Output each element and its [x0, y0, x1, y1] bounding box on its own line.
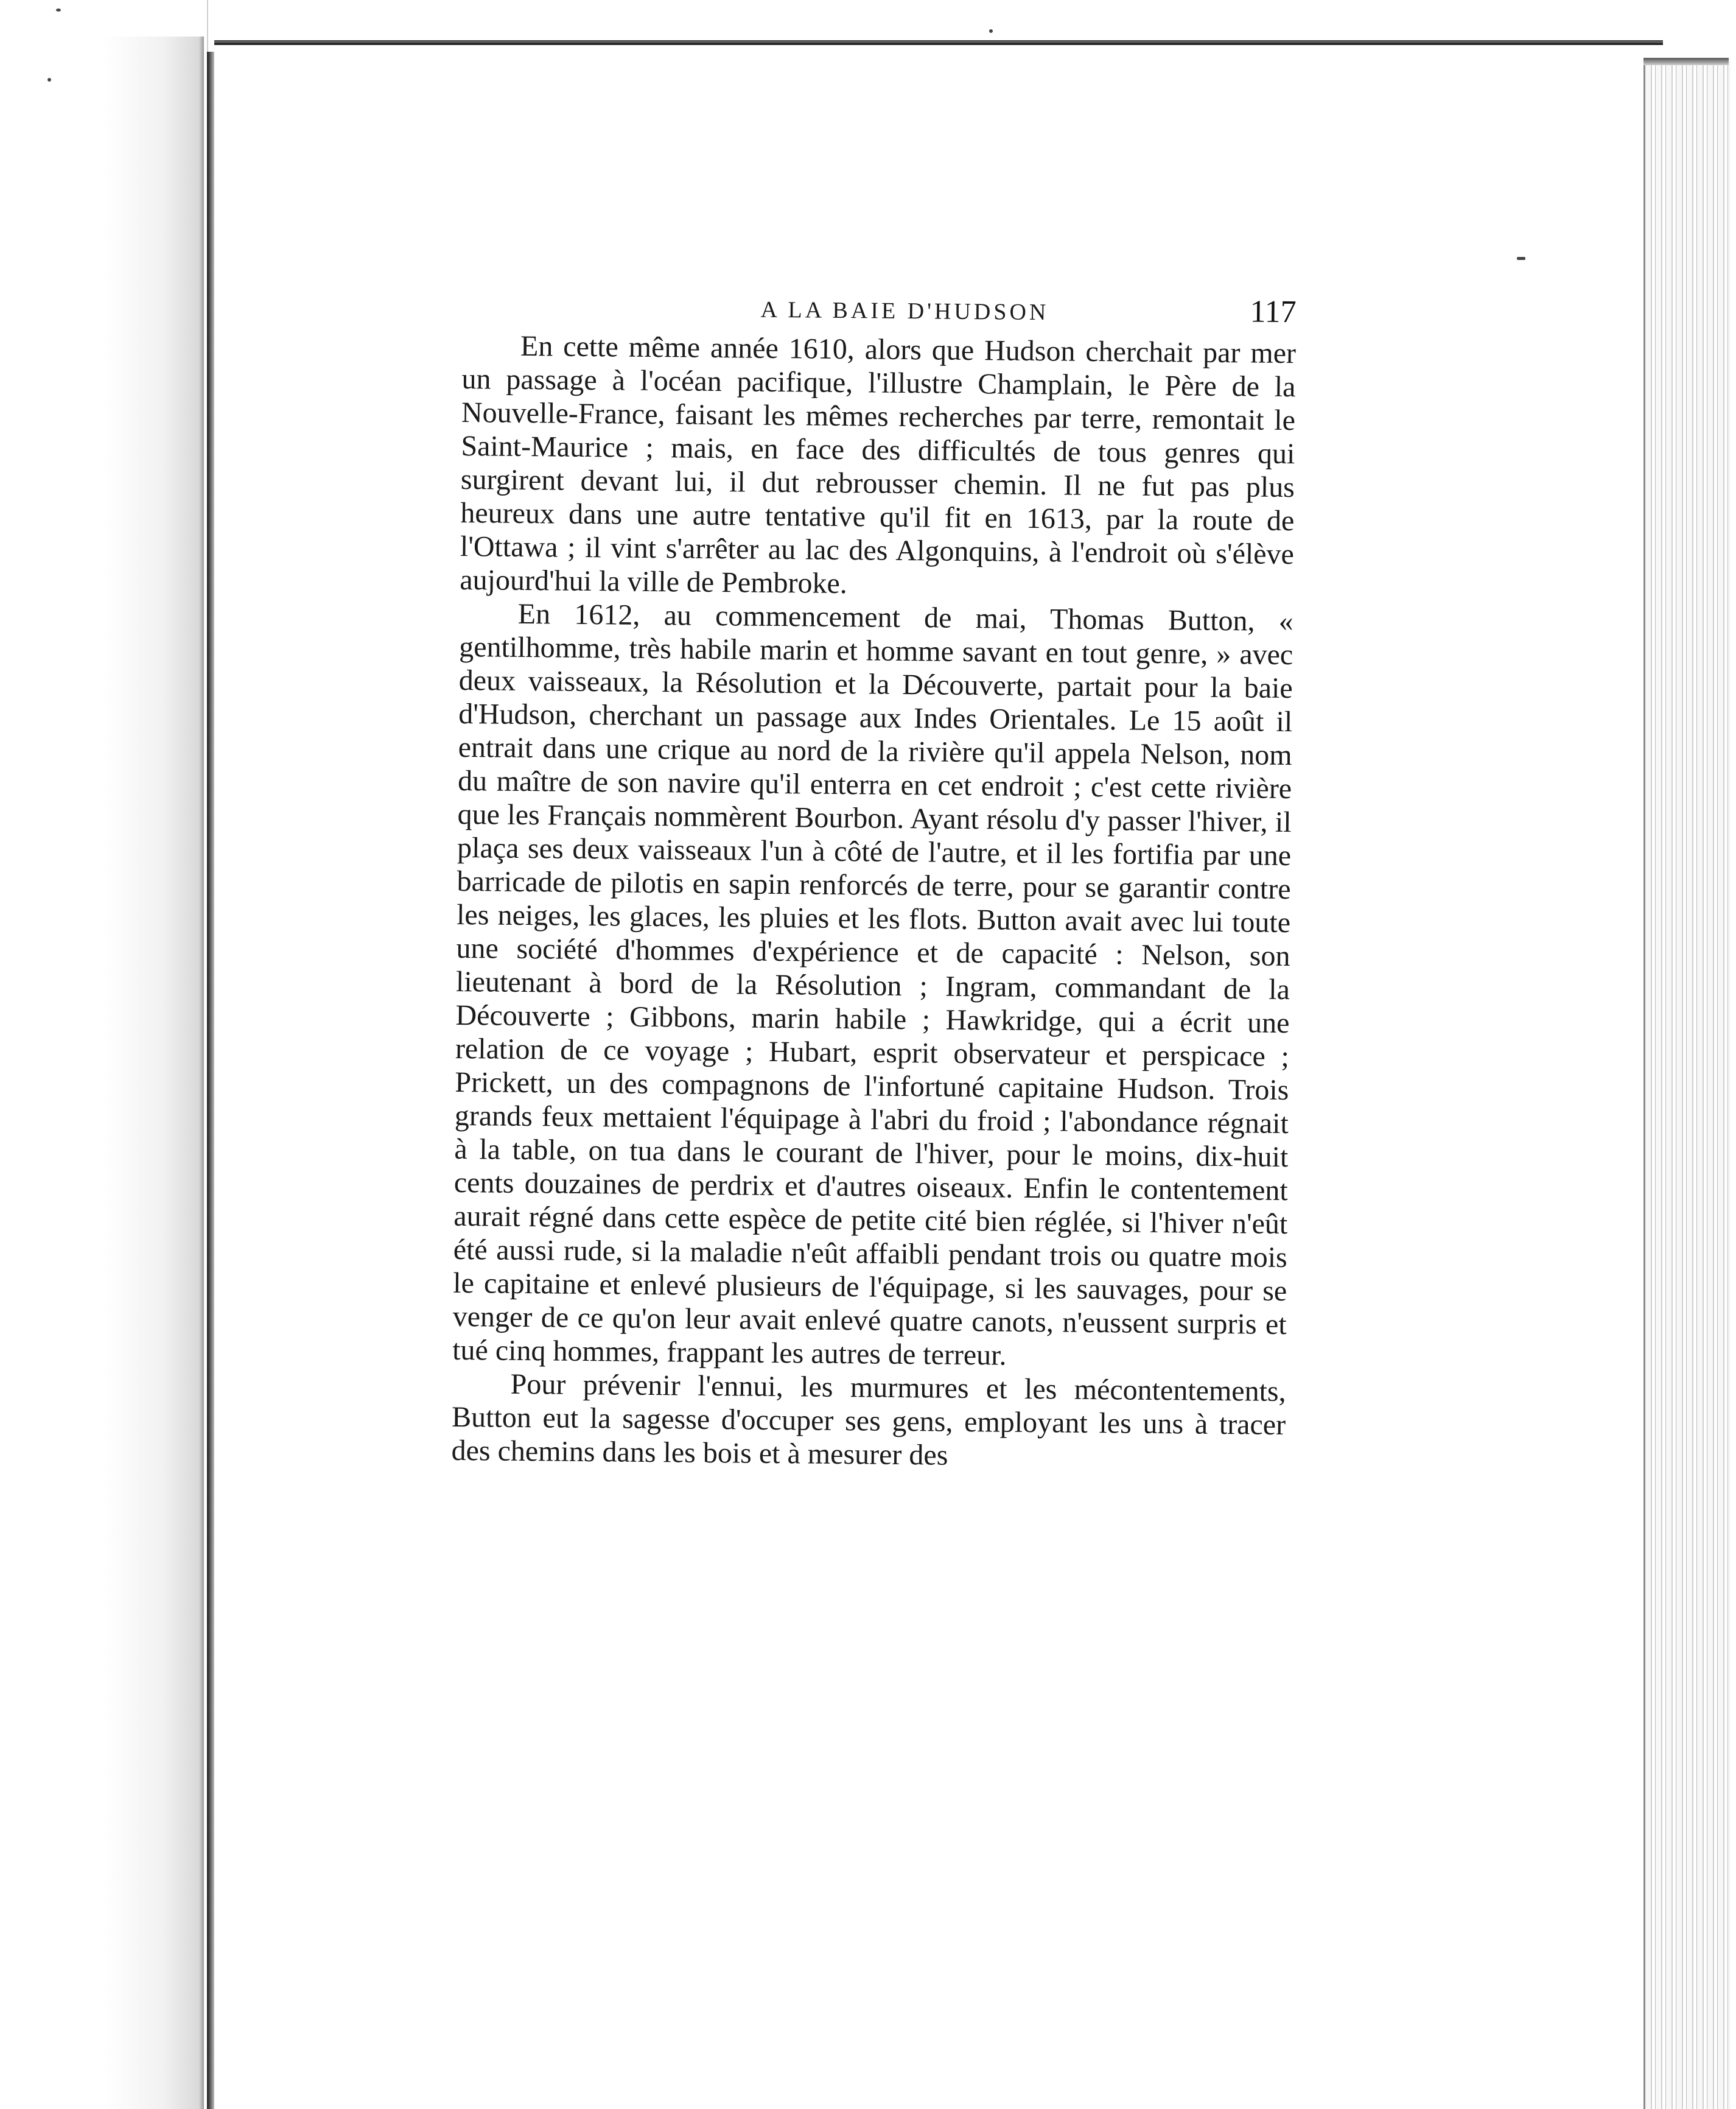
- running-title: A LA BAIE D'HUDSON: [760, 297, 1049, 326]
- paragraph: Pour prévenir l'ennui, les murmures et les mécontentements, Button eut la sagesse d'occuper ses gens, employant les uns à tracer des chemins dans les bois et à mesurer des: [451, 1367, 1286, 1472]
- page-number: 117: [1250, 294, 1297, 330]
- scan-speck: [989, 29, 993, 33]
- page-edges-top-shadow: [1643, 58, 1729, 65]
- paragraph: En 1612, au commencement de mai, Thomas Button, « gentilhomme, très habile marin et homme savant en tout genre, » avec deux vaisseaux, la Résolution et la Découverte, partait pour la baie d'Hudson, cherchant un passage aux Indes Orientales. Le 15 août il entrait dans une crique au nord de la rivière qu'il appela Nelson, nom du maître de son navire qu'il enterra en cet endroit ; c'est cette rivière que les Français nommèrent Bourbon. Ayant résolu d'y passer l'hiver, il plaça ses deux vaisseaux l'un à côté de l'autre, et il les fortifia par une barricade de pilotis en sapin renforcés de terre, pour se garantir contre les neiges, les glaces, les pluies et les flots. Button avait avec lui toute une société d'hommes d'expérience et de capacité : Nelson, son lieutenant à bord de la Résolution ; Ingram, commandant de la Découverte ; Gibbons, marin habile ; Hawkridge, qui a écrit une relation de ce voyage ; Hubart, esprit observateur et perspicace ; Prickett, un des compagnons de l'infortuné capitaine Hudson. Trois grands feux mettaient l'équipage à l'abri du froid ; l'abondance régnait à la table, on tua dans le courant de l'hiver, pour le moins, dix-huit cents douzaines de perdrix et d'autres oiseaux. Enfin le contentement aurait régné dans cette espèce de petite cité bien réglée, si l'hiver n'eût été aussi rude, si la maladie n'eût affaibli pendant trois ou quatre mois le capitaine et enlevé plusieurs de l'équipage, si les sauvages, pour se venger de ce qu'on leur avait enlevé quatre canots, n'eussent surpris et tué cinq hommes, frappant les autres de terreur.: [452, 597, 1294, 1372]
- stacked-page-edges: [1643, 58, 1731, 2109]
- spine-edge: [207, 52, 214, 2109]
- gutter-shadow: [103, 37, 204, 2109]
- text-block: [451, 286, 1297, 1475]
- scan-speck: [56, 9, 61, 12]
- paragraph: En cette même année 1610, alors que Hudson cherchait par mer un passage à l'océan pacifique, l'illustre Champlain, le Père de la Nouvelle-France, faisant les mêmes recherches par terre, remontait le Saint-Maurice ; mais, en face des difficultés de tous genres qui surgirent devant lui, il dut rebrousser chemin. Il ne fut pas plus heureux dans une autre tentative qu'il fit en 1613, par la route de l'Ottawa ; il vint s'arrêter au lac des Algonquins, à l'endroit où s'élève aujourd'hui la ville de Pembroke.: [460, 329, 1297, 600]
- running-head: [462, 286, 1297, 337]
- scan-speck: [1517, 257, 1525, 260]
- scan-speck: [47, 78, 51, 82]
